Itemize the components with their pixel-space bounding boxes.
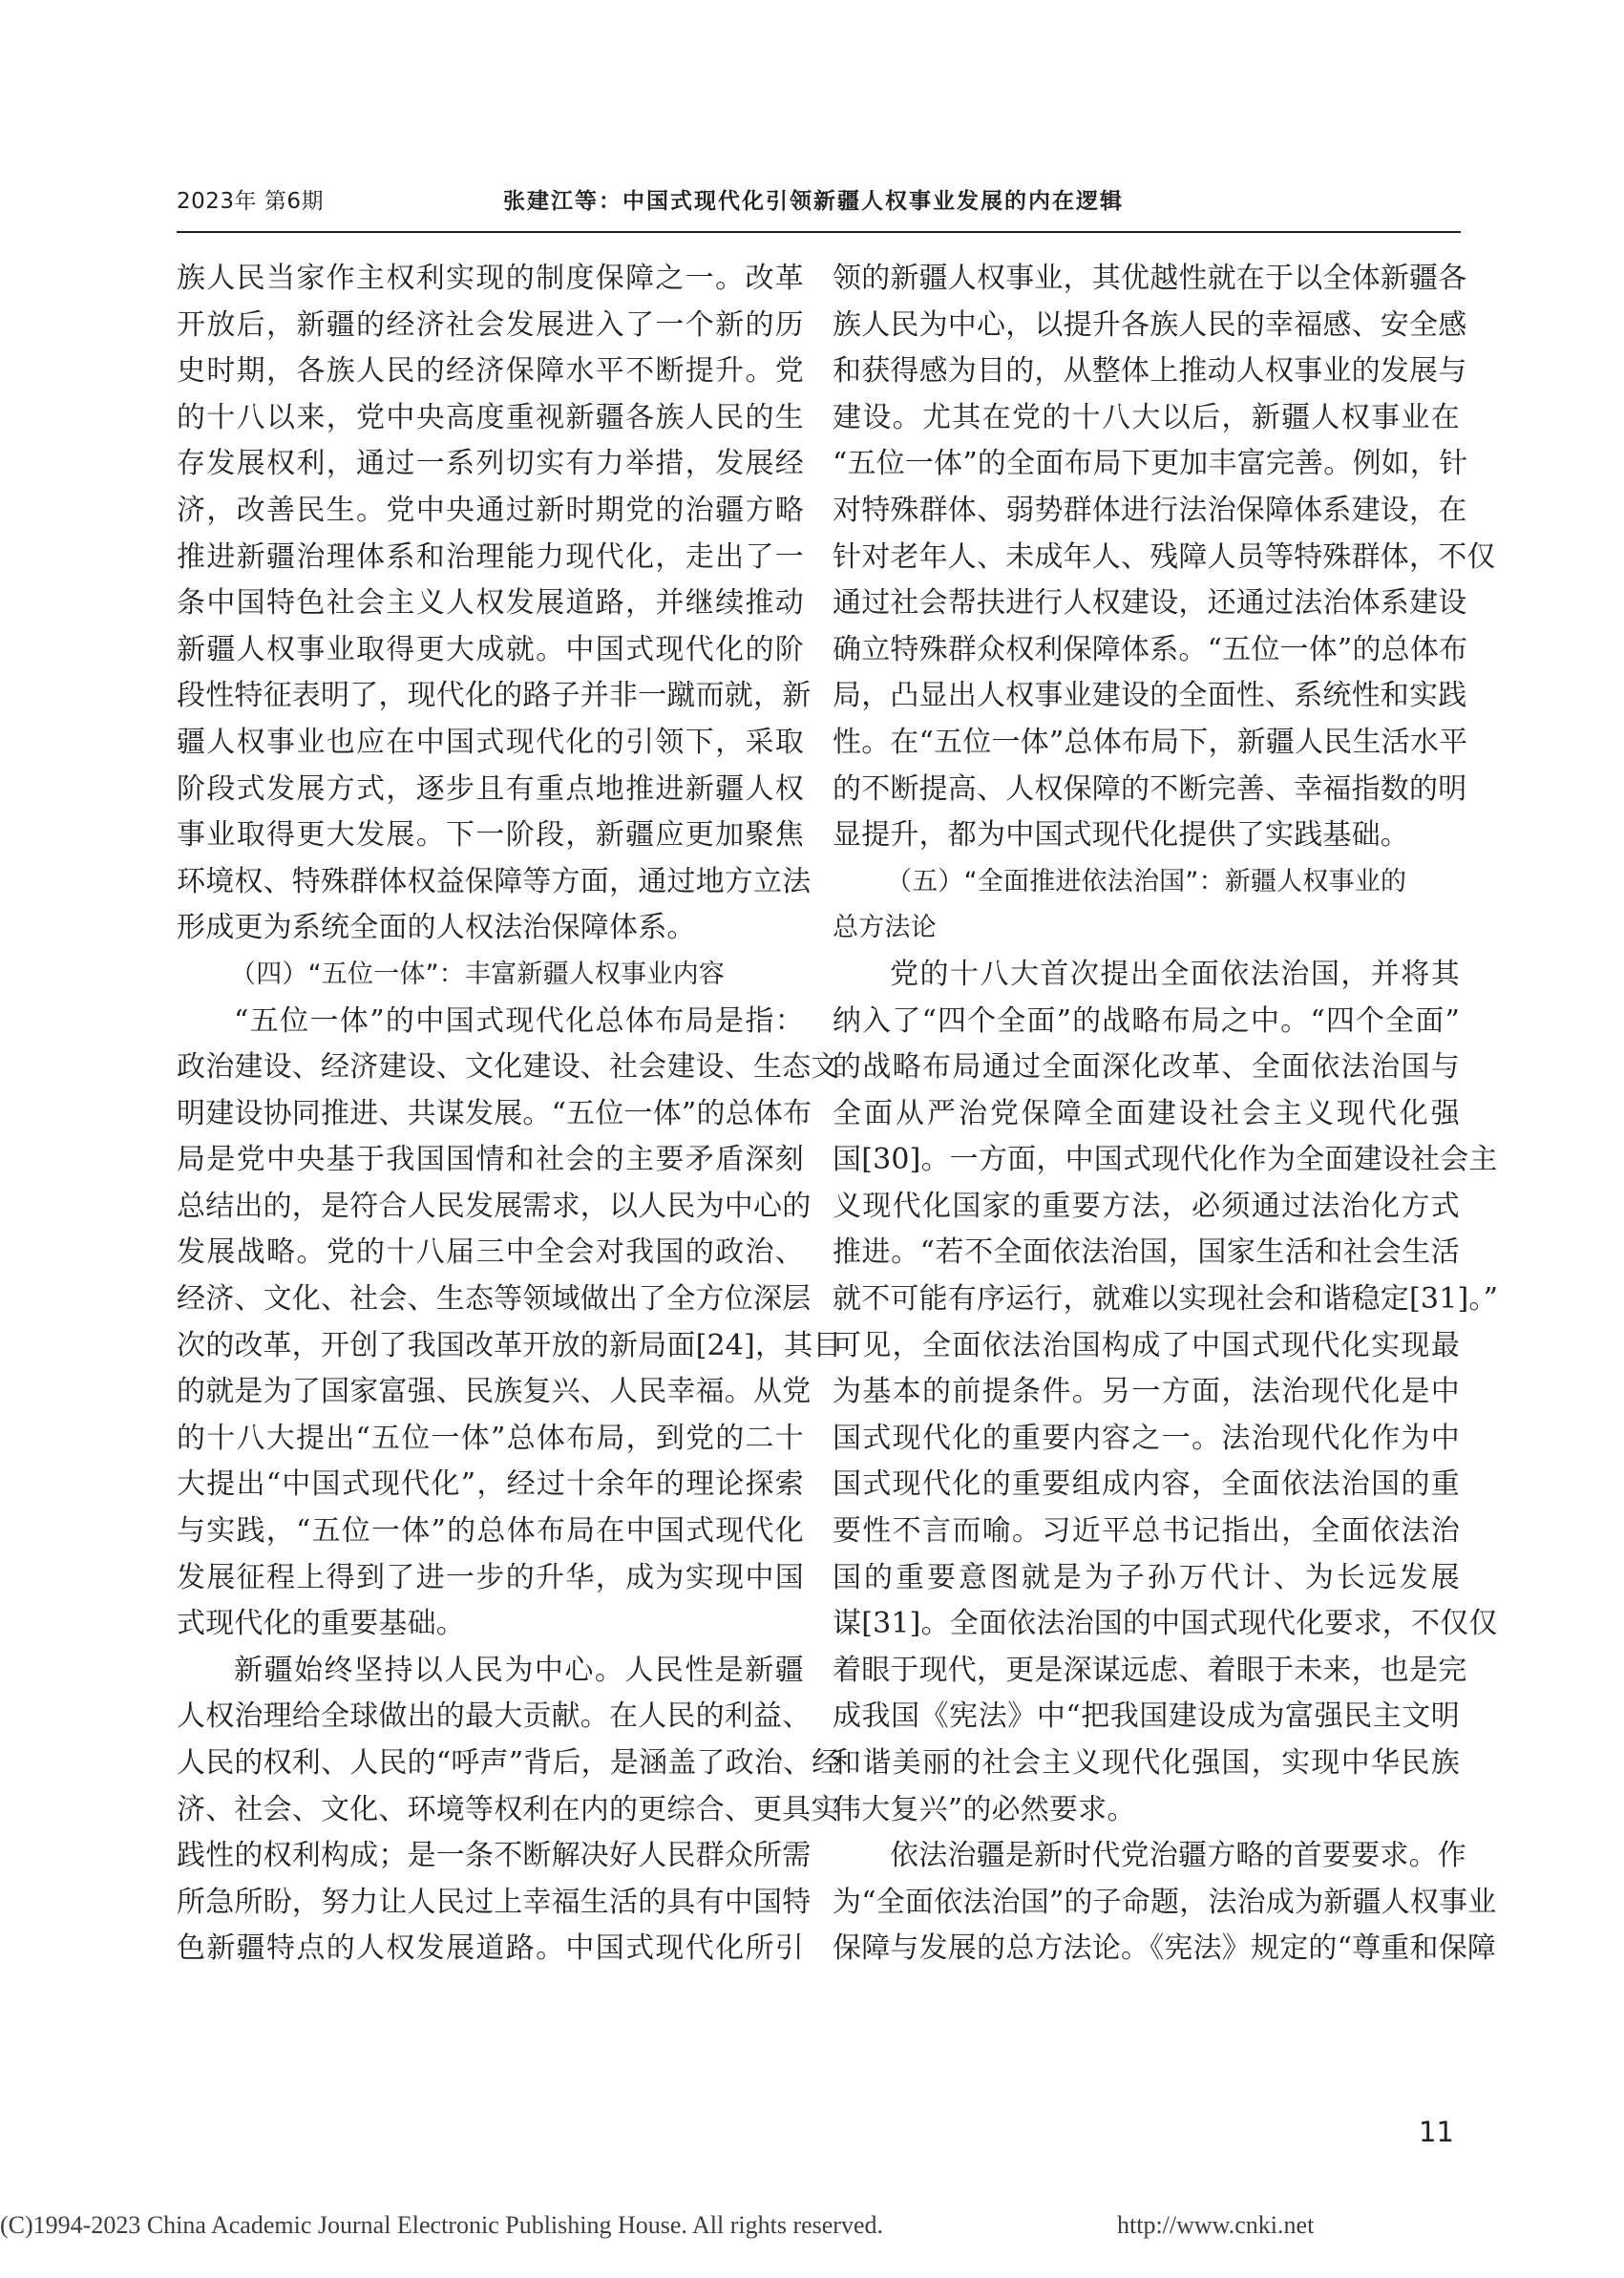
text-line: 国式现代化的重要内容之一。法治现代化作为中 — [833, 1421, 1460, 1455]
text-line: 明建设协同推进、共谋发展。“五位一体”的总体布 — [177, 1096, 812, 1130]
text-line: 要性不言而喻。习近平总书记指出，全面依法治 — [833, 1514, 1460, 1549]
text-line: 义现代化国家的重要方法，必须通过法治化方式 — [833, 1189, 1460, 1223]
text-line: “五位一体”的中国式现代化总体布局是指： — [234, 1003, 804, 1038]
text-line: 为“全面依法治国”的子命题，法治成为新疆人权事业 — [833, 1885, 1497, 1919]
text-line: 纳入了“四个全面”的战略布局之中。“四个全面” — [833, 1003, 1460, 1038]
text-line: 事业取得更大发展。下一阶段，新疆应更加聚焦 — [177, 818, 804, 853]
text-line: 新疆人权事业取得更大成就。中国式现代化的阶 — [177, 632, 804, 666]
copyright-notice: (C)1994-2023 China Academic Journal Electronic Publishing House. All rights reserved. — [0, 2211, 883, 2239]
text-line: 性。在“五位一体”总体布局下，新疆人民生活水平 — [833, 725, 1468, 759]
text-line: 环境权、特殊群体权益保障等方面，通过地方立法 — [177, 864, 812, 898]
text-line: 国式现代化的重要组成内容，全面依法治国的重 — [833, 1467, 1460, 1502]
text-line: 确立特殊群众权利保障体系。“五位一体”的总体布 — [833, 632, 1468, 666]
text-line: 济，改善民生。党中央通过新时期党的治疆方略 — [177, 493, 804, 527]
text-line: 次的改革，开创了我国改革开放的新局面[24]，其目 — [177, 1328, 842, 1362]
text-line: 通过社会帮扶进行人权建设，还通过法治体系建设 — [833, 586, 1467, 621]
text-line: 依法治疆是新时代党治疆方略的首要要求。作 — [890, 1839, 1466, 1873]
text-line: 局，凸显出人权事业建设的全面性、系统性和实践 — [833, 679, 1467, 713]
text-line: “五位一体”的全面布局下更加丰富完善。例如，针 — [833, 447, 1468, 481]
text-line: 保障与发展的总方法论。《宪法》规定的“尊重和保障 — [833, 1931, 1497, 1966]
footer-url: http://www.cnki.net — [1117, 2211, 1315, 2239]
text-line: 建设。尤其在党的十八大以后，新疆人权事业在 — [833, 400, 1460, 434]
text-line: 发展战略。党的十八届三中全会对我国的政治、 — [177, 1235, 804, 1270]
text-line: 人民的权利、人民的“呼声”背后，是涵盖了政治、经 — [177, 1746, 841, 1780]
left-column — [177, 256, 842, 1972]
page-number: 11 — [1419, 2116, 1454, 2148]
text-line: 所急所盼，努力让人民过上幸福生活的具有中国特 — [177, 1885, 812, 1919]
section-heading: （四）“五位一体”：丰富新疆人权事业内容 — [230, 959, 725, 989]
text-line: 的不断提高、人权保障的不断完善、幸福指数的明 — [833, 771, 1467, 806]
text-line: 史时期，各族人民的经济保障水平不断提升。党 — [177, 354, 804, 389]
text-line: 谋[31]。全面依法治国的中国式现代化要求，不仅仅 — [833, 1607, 1498, 1641]
text-line: 族人民当家作主权利实现的制度保障之一。改革 — [177, 262, 804, 295]
text-line: 疆人权事业也应在中国式现代化的引领下，采取 — [177, 725, 804, 759]
text-line: 段性特征表明了，现代化的路子并非一蹴而就，新 — [177, 679, 812, 713]
text-line: 形成更为系统全面的人权法治保障体系。 — [177, 911, 696, 945]
text-line: 的十八大提出“五位一体”总体布局，到党的二十 — [177, 1421, 804, 1455]
text-line: 经济、文化、社会、生态等领域做出了全方位深层 — [177, 1282, 812, 1317]
text-line: 大提出“中国式现代化”，经过十余年的理论探索 — [177, 1467, 804, 1502]
text-line: 的战略布局通过全面深化改革、全面依法治国与 — [833, 1050, 1460, 1085]
right-column — [833, 256, 1499, 1972]
running-title: 张建江等：中国式现代化引领新疆人权事业发展的内在逻辑 — [503, 189, 1124, 214]
section-heading-continued: 总方法论 — [833, 913, 937, 943]
text-line: 国[30]。一方面，中国式现代化作为全面建设社会主 — [833, 1143, 1498, 1177]
text-line: 推进。“若不全面依法治国，国家生活和社会生活 — [833, 1235, 1460, 1270]
header-rule — [177, 231, 1461, 233]
text-line: 政治建设、经济建设、文化建设、社会建设、生态文 — [177, 1050, 840, 1085]
text-line: 和获得感为目的，从整体上推动人权事业的发展与 — [833, 354, 1467, 389]
text-line: 可见，全面依法治国构成了中国式现代化实现最 — [833, 1328, 1460, 1362]
text-line: 就不可能有序运行，就难以实现社会和谐稳定[31]。” — [833, 1282, 1499, 1317]
text-line: 新疆始终坚持以人民为中心。人民性是新疆 — [234, 1653, 804, 1687]
text-line: 存发展权利，通过一系列切实有力举措，发展经 — [177, 447, 804, 481]
text-line: 发展征程上得到了进一步的升华，成为实现中国 — [177, 1560, 804, 1594]
text-line: 党的十八大首次提出全面依法治国，并将其 — [890, 957, 1460, 991]
text-line: 领的新疆人权事业，其优越性就在于以全体新疆各 — [833, 262, 1467, 295]
text-line: 阶段式发展方式，逐步且有重点地推进新疆人权 — [177, 771, 804, 806]
text-line: 对特殊群体、弱势群体进行法治保障体系建设，在 — [833, 493, 1467, 527]
text-line: 色新疆特点的人权发展道路。中国式现代化所引 — [177, 1931, 804, 1966]
text-line: 族人民为中心，以提升各族人民的幸福感、安全感 — [833, 307, 1467, 342]
text-line: 人权治理给全球做出的最大贡献。在人民的利益、 — [177, 1699, 812, 1734]
text-line: 的十八以来，党中央高度重视新疆各族人民的生 — [177, 400, 804, 434]
section-heading: （五）“全面推进依法治国”：新疆人权事业的 — [886, 866, 1407, 896]
issue-label: 2023年 第6期 — [177, 189, 324, 214]
text-line: 开放后，新疆的经济社会发展进入了一个新的历 — [177, 307, 804, 342]
text-line: 为基本的前提条件。另一方面，法治现代化是中 — [833, 1375, 1460, 1409]
text-line: 总结出的，是符合人民发展需求，以人民为中心的 — [177, 1189, 812, 1223]
text-line: 推进新疆治理体系和治理能力现代化，走出了一 — [177, 539, 804, 574]
text-line: 着眼于现代，更是深谋远虑、着眼于未来，也是完 — [833, 1653, 1467, 1687]
text-line: 针对老年人、未成年人、残障人员等特殊群体，不仅 — [833, 539, 1496, 574]
text-line: 伟大复兴”的必然要求。 — [833, 1792, 1136, 1826]
running-header — [177, 174, 1461, 231]
text-line: 式现代化的重要基础。 — [177, 1607, 465, 1641]
text-line: 和谐美丽的社会主义现代化强国，实现中华民族 — [833, 1746, 1460, 1780]
text-line: 济、社会、文化、环境等权利在内的更综合、更具实 — [177, 1792, 840, 1826]
text-line: 与实践，“五位一体”的总体布局在中国式现代化 — [177, 1514, 804, 1549]
text-line: 成我国《宪法》中“把我国建设成为富强民主文明 — [833, 1699, 1460, 1734]
text-line: 国的重要意图就是为子孙万代计、为长远发展 — [833, 1560, 1460, 1594]
text-line: 显提升，都为中国式现代化提供了实践基础。 — [833, 818, 1409, 853]
text-line: 条中国特色社会主义人权发展道路，并继续推动 — [177, 586, 804, 621]
text-line: 的就是为了国家富强、民族复兴、人民幸福。从党 — [177, 1375, 812, 1409]
text-line: 践性的权利构成；是一条不断解决好人民群众所需 — [177, 1839, 812, 1873]
text-line: 局是党中央基于我国国情和社会的主要矛盾深刻 — [177, 1143, 804, 1177]
text-line: 全面从严治党保障全面建设社会主义现代化强 — [833, 1096, 1460, 1130]
